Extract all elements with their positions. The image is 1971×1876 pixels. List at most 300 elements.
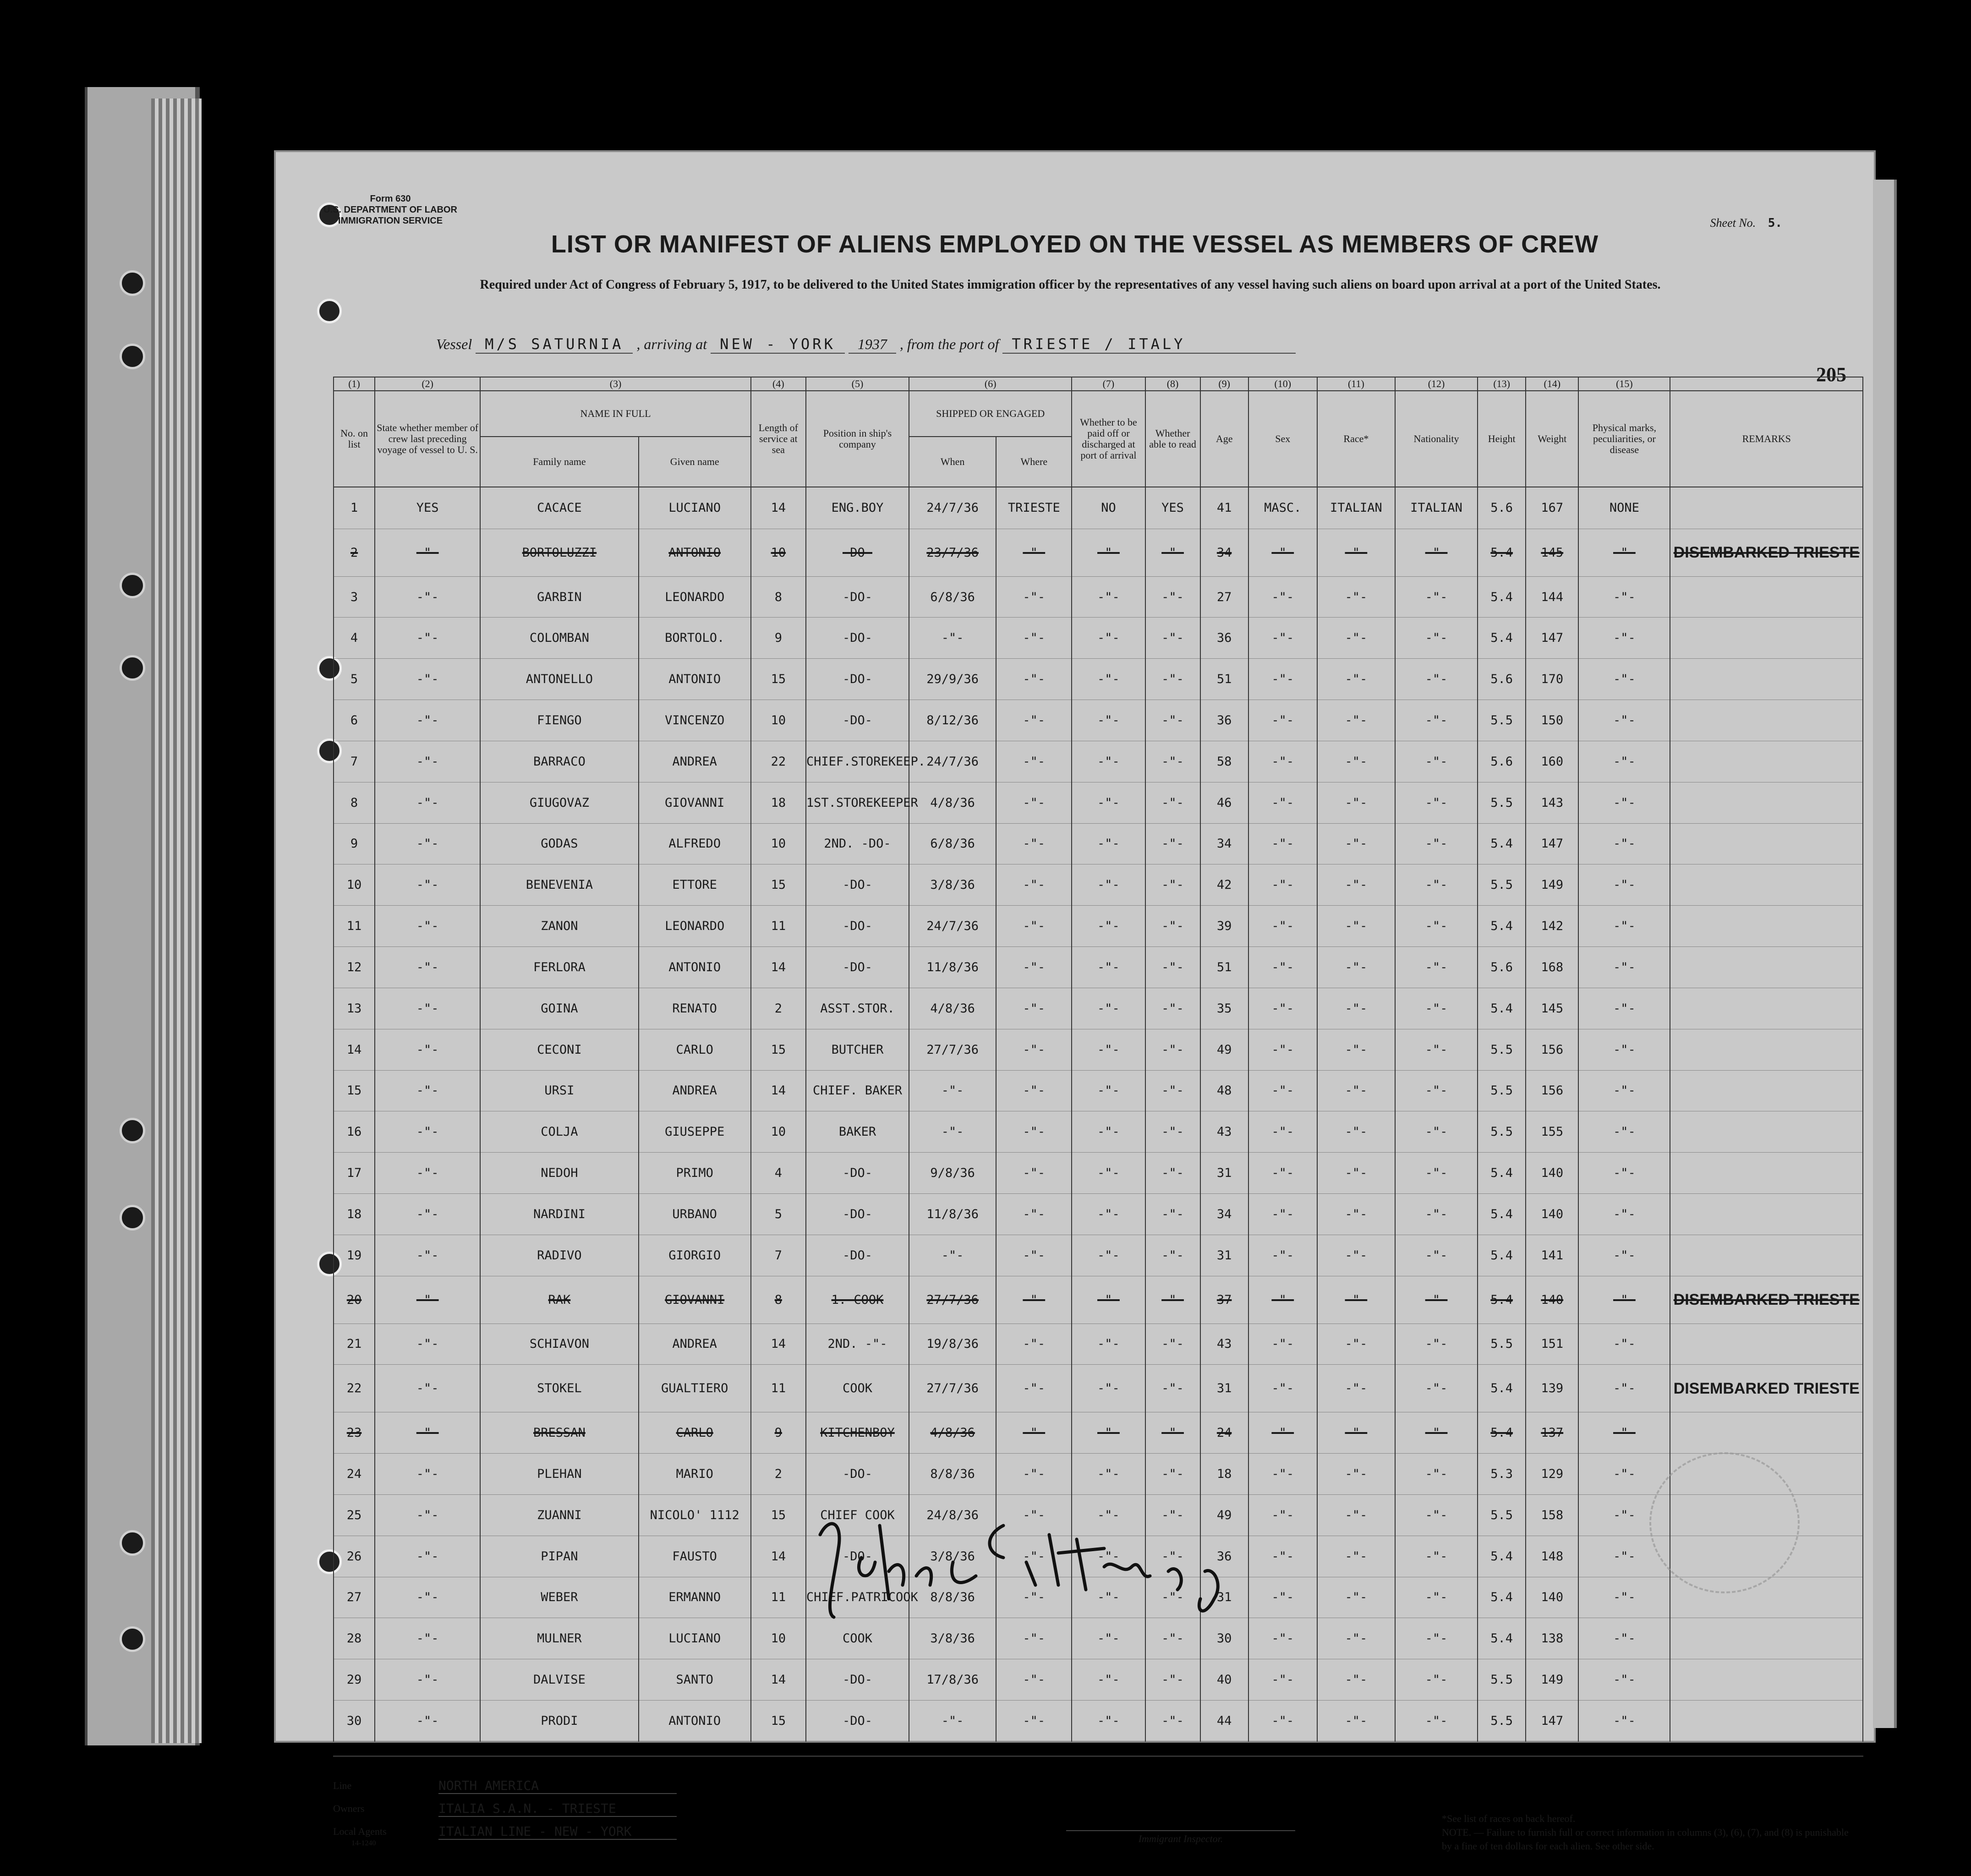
page-title: LIST OR MANIFEST OF ALIENS EMPLOYED ON THE VESSEL AS MEMBERS OF CREW [551, 230, 1599, 258]
cell-paid: -"- [1072, 700, 1145, 741]
cell-sex: MASC. [1248, 487, 1317, 529]
cell-remark [1670, 659, 1863, 700]
cell-position: 1. COOK [806, 1276, 909, 1324]
cell-paid: -"- [1072, 1659, 1145, 1701]
cell-weight: 147 [1526, 1701, 1578, 1742]
cell-service: 2 [751, 1454, 806, 1495]
cell-height: 5.4 [1478, 529, 1526, 576]
cell-age: 36 [1200, 618, 1248, 659]
cell-read: -"- [1145, 906, 1200, 947]
cell-given: LUCIANO [639, 1618, 751, 1659]
crew-row [334, 864, 1863, 906]
cell-given: ANTONIO [639, 529, 751, 576]
cell-paid: -"- [1072, 823, 1145, 864]
cell-marks: -"- [1578, 659, 1670, 700]
column-subheader: Where [996, 437, 1072, 487]
cell-nat: -"- [1395, 1494, 1478, 1536]
vessel-name: M/S SATURNIA [476, 335, 633, 354]
cell-service: 11 [751, 1365, 806, 1412]
cell-paid: -"- [1072, 1618, 1145, 1659]
column-header: SHIPPED OR ENGAGED [909, 391, 1072, 437]
cell-when: 9/8/36 [909, 1153, 996, 1194]
cell-prev: -"- [375, 864, 480, 906]
cell-given: GIUSEPPE [639, 1111, 751, 1153]
crew-row [334, 988, 1863, 1029]
cell-height: 5.4 [1478, 1235, 1526, 1276]
cell-prev: -"- [375, 1701, 480, 1742]
form-code: 14-1240 [351, 1839, 376, 1847]
cell-service: 10 [751, 1111, 806, 1153]
cell-height: 5.4 [1478, 1153, 1526, 1194]
cell-remark: DISEMBARKED TRIESTE [1670, 1365, 1863, 1412]
cell-nat: -"- [1395, 700, 1478, 741]
cell-nat: -"- [1395, 1659, 1478, 1701]
cell-position: -DO- [806, 1153, 909, 1194]
cell-race: -"- [1317, 1111, 1395, 1153]
cell-when: 24/7/36 [909, 906, 996, 947]
cell-sex: -"- [1248, 1701, 1317, 1742]
column-number: (12) [1395, 377, 1478, 391]
cell-where: -"- [996, 1454, 1072, 1495]
cell-given: ANTONIO [639, 659, 751, 700]
cell-remark [1670, 1111, 1863, 1153]
cell-remark [1670, 1070, 1863, 1111]
cell-weight: 142 [1526, 906, 1578, 947]
cell-when: 24/8/36 [909, 1494, 996, 1536]
cell-family: CECONI [480, 1029, 638, 1070]
cell-sex: -"- [1248, 576, 1317, 618]
departure-port: TRIESTE / ITALY [1002, 335, 1296, 354]
cell-service: 10 [751, 700, 806, 741]
cell-race: -"- [1317, 1577, 1395, 1618]
cell-position: KITCHENBOY [806, 1412, 909, 1454]
cell-age: 34 [1200, 823, 1248, 864]
cell-no: 1 [334, 487, 375, 529]
cell-nat: -"- [1395, 1153, 1478, 1194]
cell-family: ANTONELLO [480, 659, 638, 700]
crew-row [334, 700, 1863, 741]
cell-paid: -"- [1072, 1153, 1145, 1194]
cell-sex: -"- [1248, 1194, 1317, 1235]
cell-paid: -"- [1072, 1276, 1145, 1324]
arrival-port: NEW - YORK [711, 335, 845, 354]
cell-family: ZUANNI [480, 1494, 638, 1536]
column-header: Nationality [1395, 391, 1478, 487]
cell-paid: -"- [1072, 1701, 1145, 1742]
cell-weight: 143 [1526, 782, 1578, 823]
cell-nat: -"- [1395, 1412, 1478, 1454]
cell-family: CACACE [480, 487, 638, 529]
cell-when: 3/8/36 [909, 1536, 996, 1577]
cell-when: 6/8/36 [909, 576, 996, 618]
cell-read: -"- [1145, 1494, 1200, 1536]
cell-age: 30 [1200, 1618, 1248, 1659]
cell-where: -"- [996, 988, 1072, 1029]
cell-remark [1670, 823, 1863, 864]
cell-where: -"- [996, 947, 1072, 988]
cell-race: -"- [1317, 1536, 1395, 1577]
cell-service: 8 [751, 1276, 806, 1324]
cell-prev: -"- [375, 1235, 480, 1276]
cell-where: TRIESTE [996, 487, 1072, 529]
cell-nat: -"- [1395, 906, 1478, 947]
cell-age: 34 [1200, 529, 1248, 576]
cell-service: 11 [751, 1577, 806, 1618]
cell-service: 15 [751, 1494, 806, 1536]
cell-paid: -"- [1072, 1412, 1145, 1454]
cell-remark [1670, 1618, 1863, 1659]
cell-sex: -"- [1248, 988, 1317, 1029]
cell-no: 30 [334, 1701, 375, 1742]
cell-marks: -"- [1578, 1070, 1670, 1111]
cell-weight: 151 [1526, 1324, 1578, 1365]
cell-prev: -"- [375, 1412, 480, 1454]
cell-family: RADIVO [480, 1235, 638, 1276]
cell-when: 27/7/36 [909, 1276, 996, 1324]
crew-row [334, 529, 1863, 576]
binder-hole [120, 1205, 145, 1231]
cell-no: 18 [334, 1194, 375, 1235]
crew-row [334, 741, 1863, 782]
cell-nat: -"- [1395, 864, 1478, 906]
cell-position: -DO- [806, 1235, 909, 1276]
cell-sex: -"- [1248, 823, 1317, 864]
column-header: Whether to be paid off or discharged at port of arrival [1072, 391, 1145, 487]
cell-paid: -"- [1072, 529, 1145, 576]
cell-prev: -"- [375, 1070, 480, 1111]
cell-family: MULNER [480, 1618, 638, 1659]
cell-family: GOINA [480, 988, 638, 1029]
cell-position: -DO- [806, 1454, 909, 1495]
cell-prev: -"- [375, 1454, 480, 1495]
cell-read: -"- [1145, 1029, 1200, 1070]
cell-prev: -"- [375, 947, 480, 988]
cell-weight: 156 [1526, 1070, 1578, 1111]
cell-marks: -"- [1578, 782, 1670, 823]
cell-no: 21 [334, 1324, 375, 1365]
cell-race: -"- [1317, 1324, 1395, 1365]
cell-position: -DO- [806, 659, 909, 700]
cell-service: 10 [751, 529, 806, 576]
cell-remark [1670, 1659, 1863, 1701]
cell-read: -"- [1145, 1577, 1200, 1618]
cell-when: 11/8/36 [909, 947, 996, 988]
cell-family: SCHIAVON [480, 1324, 638, 1365]
cell-position: CHIEF COOK [806, 1494, 909, 1536]
cell-weight: 150 [1526, 700, 1578, 741]
cell-nat: -"- [1395, 1276, 1478, 1324]
cell-read: -"- [1145, 576, 1200, 618]
cell-family: NARDINI [480, 1194, 638, 1235]
cell-service: 2 [751, 988, 806, 1029]
cell-service: 14 [751, 947, 806, 988]
cell-weight: 170 [1526, 659, 1578, 700]
cell-when: 4/8/36 [909, 988, 996, 1029]
cell-given: ANTONIO [639, 1701, 751, 1742]
cell-where: -"- [996, 700, 1072, 741]
owners-label: Owners [333, 1803, 365, 1814]
cell-service: 14 [751, 1324, 806, 1365]
column-subheader: When [909, 437, 996, 487]
cell-given: FAUSTO [639, 1536, 751, 1577]
from-label: , from the port of [899, 336, 999, 352]
cell-given: GIORGIO [639, 1235, 751, 1276]
cell-nat: -"- [1395, 1324, 1478, 1365]
cell-prev: -"- [375, 741, 480, 782]
cell-age: 36 [1200, 1536, 1248, 1577]
cell-sex: -"- [1248, 659, 1317, 700]
cell-service: 10 [751, 823, 806, 864]
cell-family: WEBER [480, 1577, 638, 1618]
cell-sex: -"- [1248, 782, 1317, 823]
cell-position: -DO- [806, 529, 909, 576]
cell-family: PIPAN [480, 1536, 638, 1577]
column-subheader: Family name [480, 437, 638, 487]
cell-height: 5.4 [1478, 1577, 1526, 1618]
crew-row [334, 659, 1863, 700]
cell-read: -"- [1145, 947, 1200, 988]
cell-position: CHIEF.STOREKEEP. [806, 741, 909, 782]
cell-age: 44 [1200, 1701, 1248, 1742]
cell-no: 5 [334, 659, 375, 700]
cell-age: 36 [1200, 700, 1248, 741]
binder-hole [120, 1626, 145, 1652]
cell-weight: 149 [1526, 864, 1578, 906]
cell-race: -"- [1317, 1194, 1395, 1235]
cell-family: RAK [480, 1276, 638, 1324]
cell-family: STOKEL [480, 1365, 638, 1412]
crew-row [334, 1070, 1863, 1111]
cell-no: 8 [334, 782, 375, 823]
cell-sex: -"- [1248, 700, 1317, 741]
cell-sex: -"- [1248, 529, 1317, 576]
cell-when: 3/8/36 [909, 864, 996, 906]
cell-family: ZANON [480, 906, 638, 947]
cell-weight: 141 [1526, 1235, 1578, 1276]
cell-sex: -"- [1248, 1494, 1317, 1536]
cell-age: 27 [1200, 576, 1248, 618]
crew-row [334, 618, 1863, 659]
cell-given: LEONARDO [639, 906, 751, 947]
cell-remark [1670, 906, 1863, 947]
cell-weight: 147 [1526, 618, 1578, 659]
cell-nat: -"- [1395, 782, 1478, 823]
cell-nat: -"- [1395, 618, 1478, 659]
crew-row [334, 487, 1863, 529]
cell-read: -"- [1145, 1111, 1200, 1153]
cell-read: -"- [1145, 529, 1200, 576]
cell-where: -"- [996, 1701, 1072, 1742]
cell-height: 5.5 [1478, 1111, 1526, 1153]
cell-race: -"- [1317, 988, 1395, 1029]
cell-when: -"- [909, 1701, 996, 1742]
column-header: Length of service at sea [751, 391, 806, 487]
cell-service: 22 [751, 741, 806, 782]
cell-height: 5.5 [1478, 700, 1526, 741]
cell-weight: 168 [1526, 947, 1578, 988]
cell-height: 5.4 [1478, 1618, 1526, 1659]
cell-height: 5.5 [1478, 1494, 1526, 1536]
column-number: (8) [1145, 377, 1200, 391]
cell-marks: -"- [1578, 1029, 1670, 1070]
cell-where: -"- [996, 1365, 1072, 1412]
cell-nat: -"- [1395, 1235, 1478, 1276]
cell-nat: -"- [1395, 741, 1478, 782]
line-label: Line [333, 1780, 352, 1791]
cell-given: LUCIANO [639, 487, 751, 529]
manifest-sheet [274, 150, 1876, 1852]
column-header: REMARKS [1670, 391, 1863, 487]
cell-read: -"- [1145, 1194, 1200, 1235]
vessel-label: Vessel [436, 336, 472, 352]
cell-service: 8 [751, 576, 806, 618]
cell-given: SANTO [639, 1659, 751, 1701]
arriving-label: , arriving at [636, 336, 707, 352]
cell-paid: -"- [1072, 1235, 1145, 1276]
cell-weight: 158 [1526, 1494, 1578, 1536]
cell-height: 5.6 [1478, 741, 1526, 782]
cell-height: 5.4 [1478, 618, 1526, 659]
cell-marks: -"- [1578, 1153, 1670, 1194]
cell-where: -"- [996, 1153, 1072, 1194]
cell-family: URSI [480, 1070, 638, 1111]
cell-remark [1670, 1324, 1863, 1365]
cell-marks: -"- [1578, 1454, 1670, 1495]
cell-service: 15 [751, 1701, 806, 1742]
cell-service: 7 [751, 1235, 806, 1276]
cell-read: -"- [1145, 1536, 1200, 1577]
binder-hole [120, 344, 145, 369]
cell-service: 14 [751, 1536, 806, 1577]
cell-height: 5.5 [1478, 1659, 1526, 1701]
column-number: (9) [1200, 377, 1248, 391]
cell-read: -"- [1145, 659, 1200, 700]
cell-prev: -"- [375, 1577, 480, 1618]
cell-remark [1670, 741, 1863, 782]
cell-read: -"- [1145, 741, 1200, 782]
cell-marks: -"- [1578, 1577, 1670, 1618]
cell-prev: -"- [375, 700, 480, 741]
cell-family: FIENGO [480, 700, 638, 741]
cell-marks: -"- [1578, 906, 1670, 947]
cell-no: 22 [334, 1365, 375, 1412]
cell-weight: 138 [1526, 1618, 1578, 1659]
cell-paid: -"- [1072, 1111, 1145, 1153]
cell-no: 12 [334, 947, 375, 988]
cell-where: -"- [996, 1324, 1072, 1365]
line-value: NORTH AMERICA [438, 1778, 677, 1794]
cell-when: 4/8/36 [909, 1412, 996, 1454]
cell-age: 31 [1200, 1365, 1248, 1412]
cell-nat: -"- [1395, 1454, 1478, 1495]
cell-prev: -"- [375, 576, 480, 618]
cell-where: -"- [996, 618, 1072, 659]
cell-sex: -"- [1248, 741, 1317, 782]
binder-hole [120, 573, 145, 598]
cell-where: -"- [996, 1618, 1072, 1659]
cell-read: -"- [1145, 864, 1200, 906]
cell-given: LEONARDO [639, 576, 751, 618]
cell-weight: 149 [1526, 1659, 1578, 1701]
fine-note: NOTE. — Failure to furnish full or correct information in columns (3), (6), (7), and (8) is punishable by a fine of ten dollars for each alien. See other side. [1442, 1827, 1849, 1852]
cell-height: 5.4 [1478, 1536, 1526, 1577]
cell-age: 18 [1200, 1454, 1248, 1495]
cell-given: ETTORE [639, 864, 751, 906]
crew-row [334, 1276, 1863, 1324]
cell-service: 5 [751, 1194, 806, 1235]
column-header: Whether able to read [1145, 391, 1200, 487]
cell-prev: -"- [375, 1111, 480, 1153]
crew-row [334, 782, 1863, 823]
sheet-value: 5. [1768, 216, 1782, 230]
service-name: IMMIGRATION SERVICE [338, 216, 443, 226]
cell-nat: -"- [1395, 988, 1478, 1029]
cell-where: -"- [996, 782, 1072, 823]
crew-row [334, 1701, 1863, 1742]
cell-age: 46 [1200, 782, 1248, 823]
cell-marks: -"- [1578, 864, 1670, 906]
cell-paid: -"- [1072, 1536, 1145, 1577]
cell-sex: -"- [1248, 618, 1317, 659]
crew-row [334, 576, 1863, 618]
crew-row [334, 947, 1863, 988]
cell-paid: -"- [1072, 864, 1145, 906]
cell-when: -"- [909, 1070, 996, 1111]
footer-note [1442, 1812, 1854, 1853]
cell-given: RENATO [639, 988, 751, 1029]
cell-no: 20 [334, 1276, 375, 1324]
cell-family: GARBIN [480, 576, 638, 618]
cell-height: 5.5 [1478, 1070, 1526, 1111]
column-number: (14) [1526, 377, 1578, 391]
cell-weight: 137 [1526, 1412, 1578, 1454]
cell-family: COLJA [480, 1111, 638, 1153]
cell-paid: -"- [1072, 1070, 1145, 1111]
column-header: State whether member of crew last preceding voyage of vessel to U. S. [375, 391, 480, 487]
cell-nat: -"- [1395, 1577, 1478, 1618]
cell-where: -"- [996, 1494, 1072, 1536]
cell-remark [1670, 782, 1863, 823]
cell-weight: 167 [1526, 487, 1578, 529]
cell-family: PRODI [480, 1701, 638, 1742]
page-stack-edge [151, 98, 202, 1743]
cell-service: 4 [751, 1153, 806, 1194]
cell-weight: 140 [1526, 1577, 1578, 1618]
cell-remark [1670, 1029, 1863, 1070]
cell-paid: -"- [1072, 782, 1145, 823]
column-number: (5) [806, 377, 909, 391]
cell-given: ANTONIO [639, 947, 751, 988]
sheet-label: Sheet No. [1710, 216, 1756, 230]
cell-no: 15 [334, 1070, 375, 1111]
race-note: *See list of races on back hereof. [1442, 1813, 1576, 1824]
cell-position: -DO- [806, 618, 909, 659]
cell-no: 10 [334, 864, 375, 906]
cell-when: 3/8/36 [909, 1618, 996, 1659]
cell-age: 35 [1200, 988, 1248, 1029]
cell-family: BRESSAN [480, 1412, 638, 1454]
cell-height: 5.4 [1478, 906, 1526, 947]
cell-no: 16 [334, 1111, 375, 1153]
cell-nat: -"- [1395, 1070, 1478, 1111]
cell-sex: -"- [1248, 1235, 1317, 1276]
cell-height: 5.4 [1478, 576, 1526, 618]
cell-service: 15 [751, 864, 806, 906]
cell-when: -"- [909, 1235, 996, 1276]
cell-race: -"- [1317, 529, 1395, 576]
cell-read: -"- [1145, 1701, 1200, 1742]
cell-remark [1670, 864, 1863, 906]
